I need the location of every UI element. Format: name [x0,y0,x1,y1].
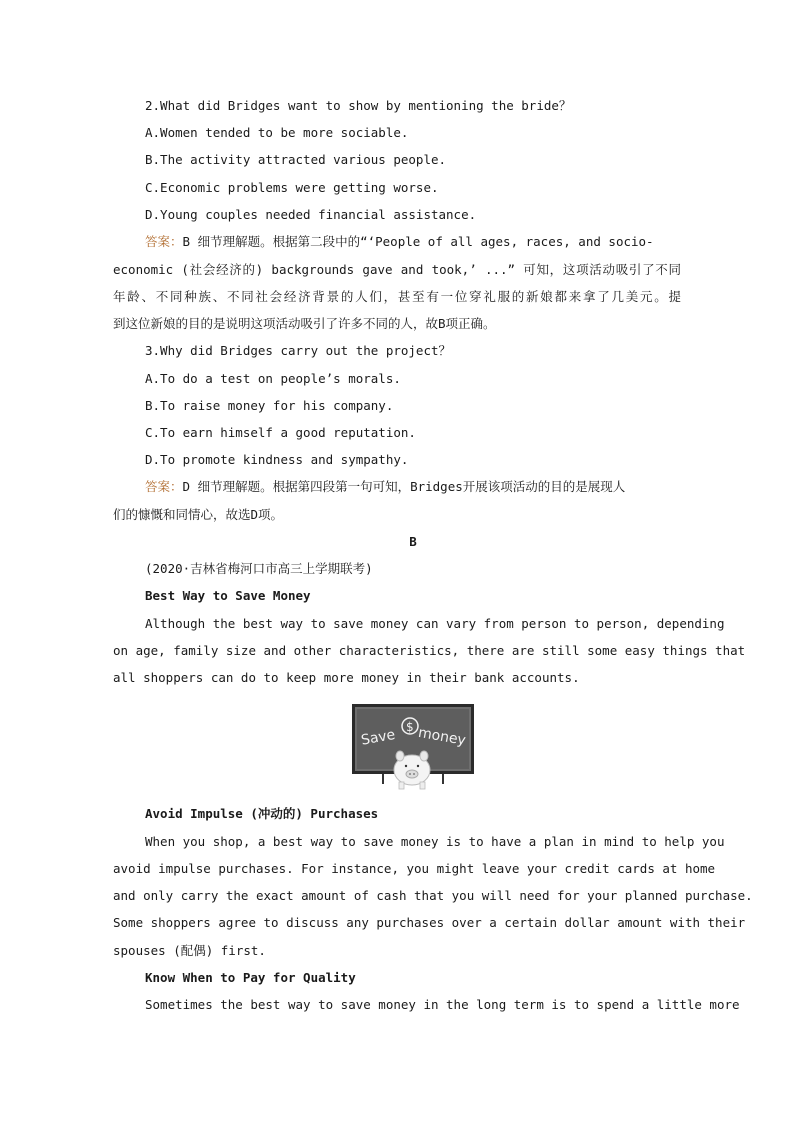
q2-answer-line-1: 答案：B 细节理解题。根据第二段中的“‘People of all ages, races, and socio- [145,234,654,249]
intro-line-1: Although the best way to save money can vary from person to person, depending [145,616,725,631]
para1-line-1: When you shop, a best way to save money is to have a plan in mind to help you [145,834,725,849]
para2-line-1: Sometimes the best way to save money in the long term is to spend a little more [145,997,740,1012]
q3-option-b: B.To raise money for his company. [145,398,394,413]
q3-answer-line-1: 答案：D 细节理解题。根据第四段第一句可知，Bridges开展该项活动的目的是展现人 [145,479,626,494]
q2-answer-line-4: 到这位新娘的目的是说明这项活动吸引了许多不同的人，故B项正确。 [113,316,496,331]
svg-text:Save: Save [359,726,397,749]
svg-text:money: money [416,724,467,749]
piggy-bank-chalkboard-icon [352,704,474,792]
save-money-image [352,704,474,792]
q2-answer-label: 答案： [145,234,183,249]
svg-text:$: $ [406,720,414,734]
article-title: Best Way to Save Money [145,588,311,603]
q2-option-b: B.The activity attracted various people. [145,152,447,167]
q2-option-a: A.Women tended to be more sociable. [145,125,409,140]
q3-option-c: C.To earn himself a good reputation. [145,425,416,440]
q3-option-a: A.To do a test on people’s morals. [145,371,401,386]
q3-answer-label: 答案： [145,479,183,494]
question-3: 3.Why did Bridges carry out the project？ [145,343,451,358]
intro-line-3: all shoppers can do to keep more money in their bank accounts. [113,670,580,685]
source-note: (2020·吉林省梅河口市高三上学期联考) [145,561,373,576]
heading-know-when: Know When to Pay for Quality [145,970,356,985]
q2-answer-line-2: economic (社会经济的) backgrounds gave and took,’ ...” 可知，这项活动吸引了不同 [113,262,681,277]
q2-option-d: D.Young couples needed financial assistance. [145,207,477,222]
heading-avoid-impulse: Avoid Impulse (冲动的) Purchases [145,806,379,821]
section-letter: B [409,534,417,549]
intro-line-2: on age, family size and other characteristics, there are still some easy things that [113,643,746,658]
para1-line-4: Some shoppers agree to discuss any purchases over a certain dollar amount with their [113,915,746,930]
para1-line-5: spouses (配偶) first. [113,943,266,958]
question-2: 2.What did Bridges want to show by mentioning the bride？ [145,98,572,113]
q3-answer-line-2: 们的慷慨和同情心，故选D项。 [113,507,284,522]
q3-option-d: D.To promote kindness and sympathy. [145,452,409,467]
q2-answer-line-3: 年龄、不同种族、不同社会经济背景的人们，甚至有一位穿礼服的新娘都来拿了几美元。提 [113,289,681,304]
q2-option-c: C.Economic problems were getting worse. [145,180,439,195]
para1-line-2: avoid impulse purchases. For instance, you might leave your credit cards at home [113,861,716,876]
para1-line-3: and only carry the exact amount of cash that you will need for your planned purchase. [113,888,753,903]
